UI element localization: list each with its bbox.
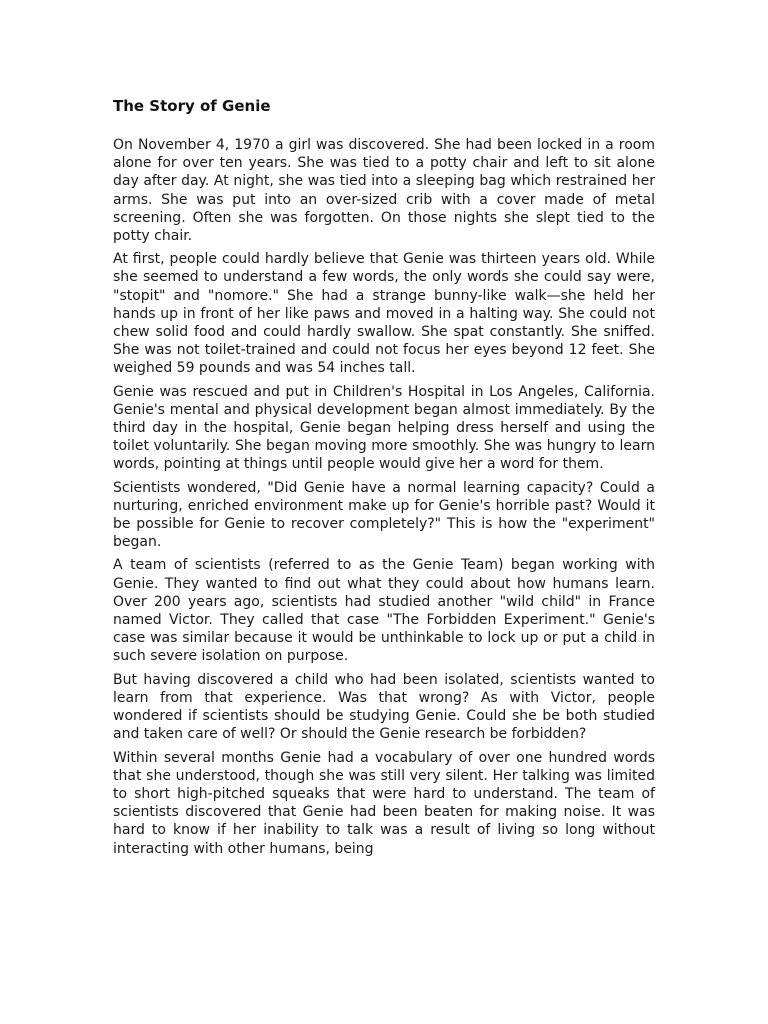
document-page bbox=[113, 96, 655, 863]
paragraph: On November 4, 1970 a girl was discovered. She had been locked in a room alone for over ten years. She was tied to a potty chair and left to sit alone day after day. At night, she was tied into a sleeping bag which restrained her arms. She was put into an over-sized crib with a cover made of metal screening. Often she was forgotten. On those nights she slept tied to the potty chair. bbox=[113, 137, 655, 245]
paragraph: Within several months Genie had a vocabulary of over one hundred words that she understood, though she was still very silent. Her talking was limited to short high-pitched squeaks that were hard to understand. The team of scientists discovered that Genie had been beaten for making noise. It was hard to know if her inability to talk was a result of living so long without interacting with other humans, being bbox=[113, 749, 655, 857]
paragraph: Scientists wondered, "Did Genie have a normal learning capacity? Could a nurturing, enriched environment make up for Genie's horrible past? Would it be possible for Genie to recover completely?" This is how the "experiment" began. bbox=[113, 479, 655, 551]
document-title: The Story of Genie bbox=[113, 97, 271, 115]
paragraph: But having discovered a child who had been isolated, scientists wanted to learn from that experience. Was that wrong? As with Victor, people wondered if scientists should be studying Genie. Could she be both studied and taken care of well? Or should the Genie research be forbidden? bbox=[113, 671, 655, 743]
paragraph: Genie was rescued and put in Children's Hospital in Los Angeles, California. Genie's mental and physical development began almost immediately. By the third day in the hospital, Genie began helping dress herself and using the toilet voluntarily. She began moving more smoothly. She was hungry to learn words, pointing at things until people would give her a word for them. bbox=[113, 383, 655, 473]
paragraph: At first, people could hardly believe that Genie was thirteen years old. While she seemed to understand a few words, the only words she could say were, "stopit" and "nomore." She had a strange bunny-like walk—she held her hands up in front of her like paws and moved in a halting way. She could not chew solid food and could hardly swallow. She spat constantly. She sniffed. She was not toilet-trained and could not focus her eyes beyond 12 feet. She weighed 59 pounds and was 54 inches tall. bbox=[113, 251, 655, 377]
paragraph: A team of scientists (referred to as the Genie Team) began working with Genie. They wanted to find out what they could about how humans learn. Over 200 years ago, scientists had studied another "wild child" in France named Victor. They called that case "The Forbidden Experiment." Genie's case was similar because it would be unthinkable to lock up or put a child in such severe isolation on purpose. bbox=[113, 557, 655, 665]
